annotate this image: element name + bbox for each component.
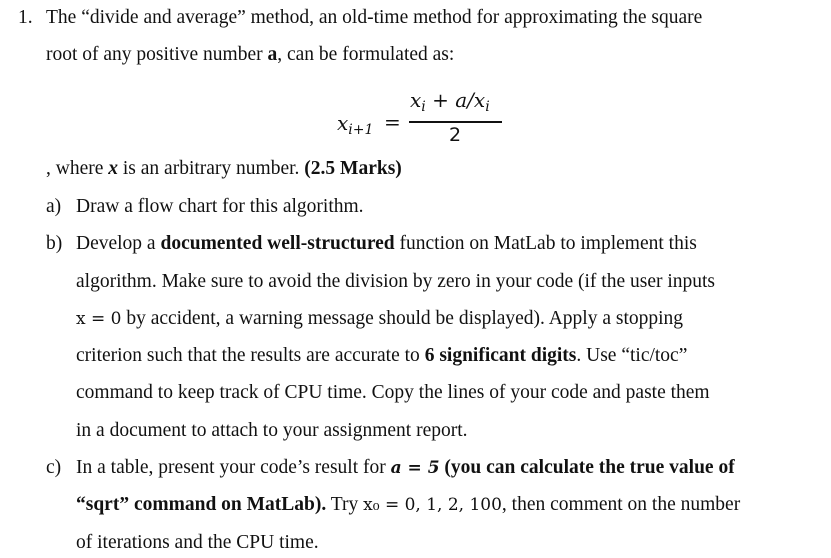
part-a-text: Draw a flow chart for this algorithm. [76,196,364,217]
intro-text-2a: root of any positive number [46,44,268,65]
where-var-x: x [108,158,119,179]
part-c-bold-2: “sqrt” command on MatLab). [76,494,327,515]
part-b-label: b) [46,233,63,254]
part-c-bold-1: (you can calculate the true value of [439,457,735,478]
formula-equals: = [384,110,401,134]
where-line [46,157,402,181]
where-text-b: is an arbitrary number. [118,158,305,179]
fraction-bar [409,121,502,123]
part-a-label: a) [46,196,62,217]
intro-var-a: a [267,44,278,65]
part-c-line-3: of iterations and the CPU time. [76,532,319,553]
intro-text-2b: , can be formulated as: [277,44,455,65]
where-text-a: , where [46,158,109,179]
part-b-line-1: Develop a documented well-structured function on MatLab to implement this [76,233,697,254]
formula [0,0,831,160]
part-b-line-3: x = 0 by accident, a warning message should be displayed). Apply a stopping [76,308,684,329]
formula-lhs: $x_{i+1}$ [337,111,374,138]
part-b-bold-2: 6 significant digits [424,345,577,366]
question-number: 1. [18,7,33,28]
part-c-math-a: a = 5 [390,458,440,478]
part-b-line-2: algorithm. Make sure to avoid the division by zero in your code (if the user inputs [76,271,716,292]
formula-denominator: 2 [449,124,462,146]
part-c-label: c) [46,457,62,478]
part-b-line-4: criterion such that the results are accurate to 6 significant digits. Use “tic/toc” [76,345,688,366]
part-b-line-5: command to keep track of CPU time. Copy the lines of your code and paste them [76,382,710,403]
marks-label: (2.5 Marks) [304,158,402,179]
part-c-line-2: “sqrt” command on MatLab). Try x₀ = 0, 1, 2, 100, then comment on the number [76,494,741,515]
part-b-math-x0: x = 0 [76,309,122,329]
formula-numerator: $x_i + a/x_i$ [410,88,490,115]
part-b-line-6: in a document to attach to your assignment report. [76,420,468,441]
part-c-math-x0: x₀ = 0, 1, 2, 100 [363,495,502,515]
part-c-line-1: In a table, present your code’s result for a = 5 (you can calculate the true value of [76,457,735,478]
intro-text-1: The “divide and average” method, an old-time method for approximating the square [46,7,703,28]
part-b-bold-1: documented well-structured [160,233,395,254]
